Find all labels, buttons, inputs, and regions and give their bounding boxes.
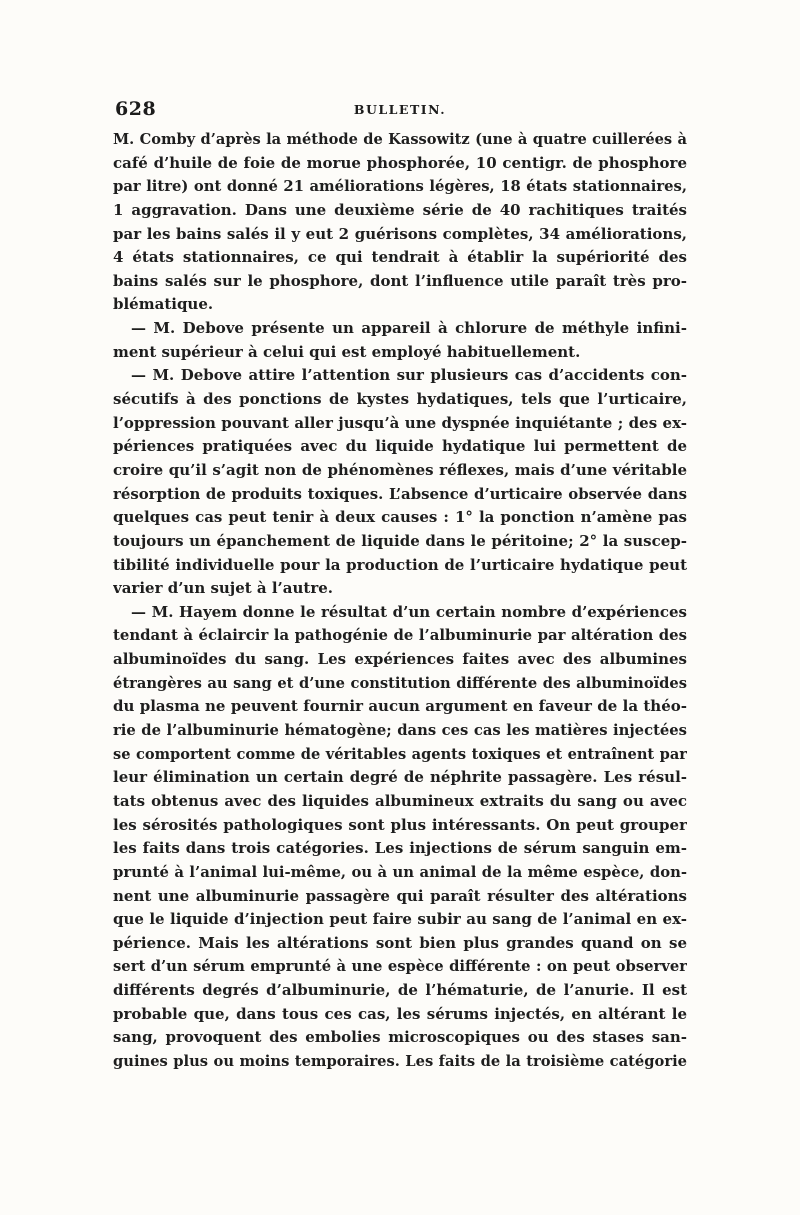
text-line: — M. Debove attire l’attention sur plusieurs cas d’accidents con-	[131, 366, 687, 385]
text-line: du plasma ne peuvent fournir aucun argument en faveur de la théo-	[113, 697, 687, 716]
text-line: nent une albuminurie passagère qui paraît résulter des altérations	[113, 886, 687, 905]
text-line: les sérosités pathologiques sont plus intéressants. On peut grouper	[113, 815, 687, 834]
text-line: étrangères au sang et d’une constitution différente des albuminoïdes	[113, 674, 687, 692]
text-line: 1 aggravation. Dans une deuxième série de 40 rachitiques traités	[113, 200, 687, 219]
text-line: probable que, dans tous ces cas, les sérums injectés, en altérant le	[113, 1004, 687, 1023]
text-line: tats obtenus avec des liquides albumineux extraits du sang ou avec	[113, 791, 687, 810]
text-line: leur élimination un certain degré de néphrite passagère. Les résul-	[113, 768, 687, 787]
text-line: que le liquide d’injection peut faire subir au sang de l’animal en ex-	[113, 910, 687, 929]
running-title: BULLETIN.	[353, 102, 447, 117]
text-line: blématique.	[113, 295, 214, 314]
text-line: croire qu’il s’agit non de phénomènes réflexes, mais d’une véritable	[113, 460, 687, 479]
text-line: par litre) ont donné 21 améliorations légères, 18 états stationnaires,	[113, 178, 687, 196]
text-line: périence. Mais les altérations sont bien plus grandes quand on se	[113, 933, 687, 952]
text-line: — M. Hayem donne le résultat d’un certain nombre d’expériences	[131, 602, 687, 621]
text-line: sécutifs à des ponctions de kystes hydatiques, tels que l’urticaire,	[113, 390, 687, 409]
text-line: varier d’un sujet à l’autre.	[113, 579, 334, 598]
text-line: tibilité individuelle pour la production de l’urticaire hydatique peut	[113, 555, 687, 574]
page-number: 628	[115, 98, 157, 120]
text-line: par les bains salés il y eut 2 guérisons complètes, 34 améliorations,	[113, 224, 687, 243]
text-line: toujours un épanchement de liquide dans le péritoine; 2° la suscep-	[113, 531, 687, 550]
text-line: rie de l’albuminurie hématogène; dans ces cas les matières injectées	[113, 722, 687, 740]
text-line: sert d’un sérum emprunté à une espèce différente : on peut observer	[113, 958, 687, 976]
text-line: albuminoïdes du sang. Les expériences faites avec des albumines	[113, 650, 687, 669]
text-line: l’oppression pouvant aller jusqu’à une dyspnée inquiétante ; des ex-	[113, 413, 687, 432]
text-line: bains salés sur le phosphore, dont l’influence utile paraît très pro-	[113, 271, 687, 290]
text-line: tendant à éclaircir la pathogénie de l’albuminurie par altération des	[113, 626, 687, 645]
text-line: M. Comby d’après la méthode de Kassowitz (une à quatre cuillerées à	[113, 131, 687, 148]
text-line: ment supérieur à celui qui est employé habituellement.	[113, 342, 581, 361]
text-line: périences pratiquées avec du liquide hydatique lui permettent de	[113, 437, 687, 456]
text-line: résorption de produits toxiques. L’absence d’urticaire observée dans	[113, 484, 687, 503]
page-header	[115, 98, 685, 126]
body-text	[113, 128, 687, 1074]
text-line: se comportent comme de véritables agents toxiques et entraînent par	[113, 745, 687, 763]
text-line: café d’huile de foie de morue phosphorée, 10 centigr. de phosphore	[113, 153, 687, 172]
text-line: les faits dans trois catégories. Les injections de sérum sanguin em-	[113, 839, 687, 858]
text-line: 4 états stationnaires, ce qui tendrait à établir la supériorité des	[113, 248, 687, 267]
text-line: guines plus ou moins temporaires. Les faits de la troisième catégorie	[113, 1052, 687, 1070]
text-line: prunté à l’animal lui-même, ou à un animal de la même espèce, don-	[113, 863, 687, 881]
text-line: sang, provoquent des embolies microscopiques ou des stases san-	[113, 1028, 687, 1047]
text-line: — M. Debove présente un appareil à chlorure de méthyle infini-	[131, 319, 687, 338]
text-line: différents degrés d’albuminurie, de l’hématurie, de l’anurie. Il est	[113, 981, 687, 1000]
text-line: quelques cas peut tenir à deux causes : 1° la ponction n’amène pas	[113, 508, 687, 527]
